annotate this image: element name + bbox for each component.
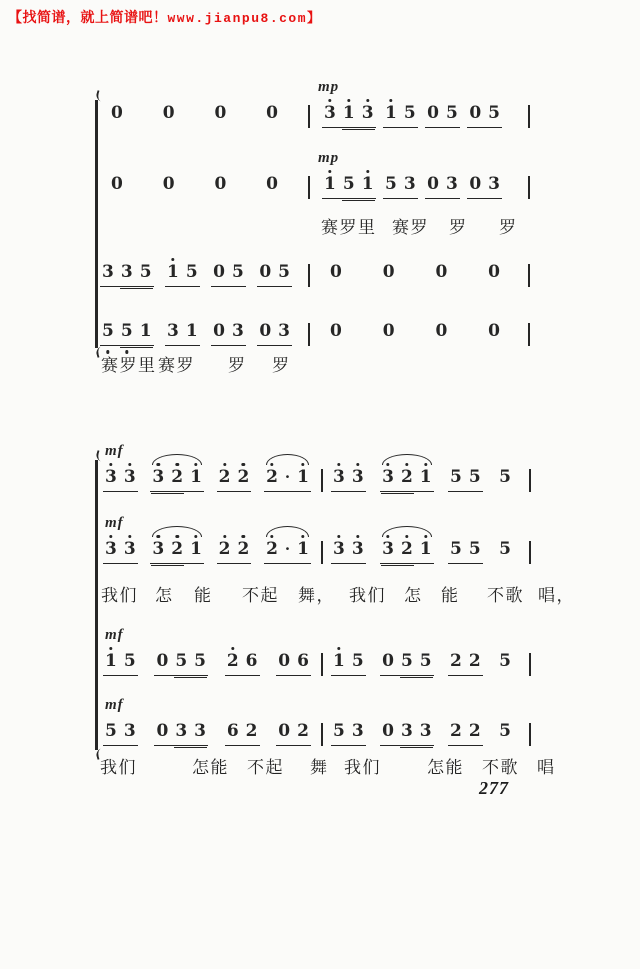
barline <box>529 723 531 746</box>
measure <box>323 722 529 746</box>
note: 2 <box>450 651 462 671</box>
note-group <box>211 263 246 287</box>
beam-subgroup <box>343 175 374 195</box>
note-group <box>150 540 204 564</box>
beam-subgroup <box>175 652 206 672</box>
measure <box>97 697 321 746</box>
lyric-word: 唱， <box>538 586 575 606</box>
note-group <box>211 322 246 346</box>
note: 2 <box>237 467 250 487</box>
note: 0 <box>213 321 225 341</box>
site-banner <box>8 7 322 27</box>
note: 3 <box>351 539 364 559</box>
measure <box>310 150 528 199</box>
note-group <box>433 322 449 346</box>
note-group <box>212 104 228 128</box>
note: 0 <box>156 651 169 671</box>
note: 2 <box>171 539 184 559</box>
lyric-word: 赛罗 <box>392 218 429 238</box>
note: 6 <box>245 651 258 671</box>
music-line <box>97 627 531 676</box>
note-group <box>486 322 502 346</box>
note-group <box>448 468 483 492</box>
dynamic-marking: mf <box>105 443 124 459</box>
note: 2 <box>218 539 231 559</box>
note: 5 <box>278 262 290 282</box>
note: 1 <box>190 539 202 559</box>
note: 3 <box>123 539 136 559</box>
note: 2 <box>400 467 413 487</box>
note: 5 <box>499 721 511 741</box>
lyric-word: 罗 <box>449 218 468 238</box>
music-line <box>97 322 530 346</box>
note: 5 <box>468 539 481 559</box>
note: 5 <box>400 651 413 671</box>
note: 0 <box>435 262 448 282</box>
note: 2 <box>450 721 462 741</box>
note-group <box>217 540 252 564</box>
note: 1 <box>297 467 309 487</box>
note: 0 <box>162 103 175 123</box>
lyric-word: 舞， <box>298 586 335 606</box>
lyric-word: 罗 <box>272 356 291 376</box>
note: 3 <box>194 721 207 741</box>
note-group <box>331 468 366 492</box>
note: 0 <box>266 103 278 123</box>
note: 1 <box>324 174 336 194</box>
note: 5 <box>342 174 355 194</box>
note-group <box>212 175 228 199</box>
lyric-word: 怎 <box>155 586 174 606</box>
note: 0 <box>156 721 169 741</box>
note-group <box>276 722 311 746</box>
note-group <box>380 468 434 492</box>
dynamic-marking: mf <box>105 697 124 713</box>
barline <box>529 541 531 564</box>
note: 1 <box>342 103 355 123</box>
note: 5 <box>105 721 117 741</box>
note: 2 <box>266 539 278 559</box>
note: · <box>284 540 291 558</box>
note: 3 <box>152 539 165 559</box>
note-group <box>225 722 260 746</box>
note-group <box>103 540 138 564</box>
note: 3 <box>167 321 179 341</box>
note: 0 <box>111 103 123 123</box>
note-group <box>448 722 483 746</box>
dynamic-marking: mp <box>318 150 340 166</box>
note: 3 <box>102 262 114 282</box>
note-group <box>381 322 397 346</box>
lyric-word: 怎能 <box>427 758 464 778</box>
note-group <box>257 322 292 346</box>
beam-subgroup <box>401 652 432 672</box>
note-group <box>331 722 366 746</box>
note-group <box>161 104 177 128</box>
note: 3 <box>123 467 136 487</box>
note: 2 <box>297 721 309 741</box>
note: 5 <box>351 651 364 671</box>
beam-subgroup <box>121 263 152 283</box>
lyric-word: 我们 <box>100 758 137 778</box>
note: 0 <box>435 321 448 341</box>
lyric-word: 唱 <box>537 758 556 778</box>
note-group <box>331 540 366 564</box>
barline <box>528 323 530 346</box>
note: 5 <box>468 467 481 487</box>
note-group <box>264 175 280 199</box>
beam-subgroup <box>382 540 413 560</box>
note: 2 <box>245 721 258 741</box>
beam-subgroup <box>121 322 152 342</box>
note-group <box>497 540 513 564</box>
measure <box>97 263 308 287</box>
note-group <box>380 540 434 564</box>
note: 0 <box>330 321 342 341</box>
note: 2 <box>266 467 278 487</box>
note-group <box>380 652 434 676</box>
note: 3 <box>488 174 500 194</box>
note-group <box>383 175 418 199</box>
beam-subgroup <box>382 468 413 488</box>
note: 5 <box>450 539 462 559</box>
note: 0 <box>382 651 394 671</box>
music-line <box>97 515 531 564</box>
note-group <box>331 652 366 676</box>
note: 1 <box>385 103 397 123</box>
music-line <box>97 263 530 287</box>
measure <box>97 443 321 492</box>
note-group <box>165 322 200 346</box>
note: 3 <box>382 539 394 559</box>
note-group <box>322 104 376 128</box>
note: 3 <box>278 321 290 341</box>
note: 3 <box>232 321 244 341</box>
note: 3 <box>120 262 133 282</box>
note: 6 <box>297 651 309 671</box>
note: 3 <box>351 467 364 487</box>
note-group <box>497 722 513 746</box>
note: 0 <box>469 174 482 194</box>
note-group <box>154 652 208 676</box>
note: 5 <box>185 262 198 282</box>
note: 5 <box>385 174 397 194</box>
note: 3 <box>105 539 117 559</box>
note: 3 <box>123 721 136 741</box>
barline <box>528 105 530 128</box>
lyric-word: 不歌 <box>487 586 524 606</box>
note-group <box>217 468 252 492</box>
system-bracket <box>95 460 98 750</box>
note-group <box>103 652 138 676</box>
note: 3 <box>324 103 336 123</box>
music-line <box>97 150 530 199</box>
note: 5 <box>419 651 432 671</box>
note: 0 <box>427 103 439 123</box>
note-group <box>448 540 483 564</box>
lyric-word: 不起 <box>247 758 284 778</box>
note: 2 <box>468 651 481 671</box>
site-banner-url: www.jianpu8.com】 <box>167 11 322 26</box>
page-number: 277 <box>479 778 509 798</box>
note: 3 <box>152 467 165 487</box>
note-group <box>264 104 280 128</box>
note: 1 <box>167 262 179 282</box>
note: 0 <box>214 174 227 194</box>
lyric-word: 不歌 <box>482 758 519 778</box>
beam-subgroup <box>343 104 374 124</box>
note-group <box>109 104 125 128</box>
note: 1 <box>297 539 309 559</box>
note-group <box>264 540 311 564</box>
note-group <box>165 263 200 287</box>
note: 0 <box>488 321 500 341</box>
note-group <box>225 652 260 676</box>
music-line <box>97 697 531 746</box>
note-group <box>380 722 434 746</box>
note-group <box>497 468 513 492</box>
lyric-word: 舞 <box>310 758 329 778</box>
note: 5 <box>194 651 207 671</box>
note: 0 <box>469 103 482 123</box>
note: 3 <box>361 103 374 123</box>
note-group <box>100 322 154 346</box>
note: 5 <box>232 262 244 282</box>
note-group <box>103 722 138 746</box>
note: 0 <box>278 721 291 741</box>
note: 0 <box>259 321 272 341</box>
note: 5 <box>175 651 188 671</box>
note: 5 <box>123 651 136 671</box>
music-line <box>97 79 530 128</box>
dynamic-marking: mp <box>318 79 340 95</box>
lyric-word: 能 <box>194 586 213 606</box>
lyric-word: 不起 <box>242 586 279 606</box>
note: 2 <box>218 467 231 487</box>
note-group <box>448 652 483 676</box>
beam-subgroup <box>175 722 206 742</box>
music-line <box>97 443 531 492</box>
note: 3 <box>403 174 416 194</box>
note: 2 <box>400 539 413 559</box>
measure <box>97 515 321 564</box>
note-group <box>425 175 460 199</box>
note-group <box>276 652 311 676</box>
note-group <box>381 263 397 287</box>
note-group <box>257 263 292 287</box>
note-group <box>328 263 344 287</box>
note: 0 <box>427 174 439 194</box>
note-group <box>109 175 125 199</box>
note: 3 <box>382 467 394 487</box>
measure <box>323 652 529 676</box>
site-banner-text: 【找简谱，就上简谱吧！ <box>8 10 168 26</box>
note: 0 <box>259 262 272 282</box>
note: 0 <box>382 321 395 341</box>
note: 0 <box>213 262 225 282</box>
note-group <box>150 468 204 492</box>
measure <box>310 322 528 346</box>
note: 3 <box>400 721 413 741</box>
note: 1 <box>185 321 198 341</box>
measure <box>323 540 529 564</box>
note: 5 <box>403 103 416 123</box>
note: 1 <box>419 539 432 559</box>
note-group <box>425 104 460 128</box>
note-group <box>467 104 502 128</box>
note-group <box>161 175 177 199</box>
note: 2 <box>237 539 250 559</box>
note-group <box>322 175 376 199</box>
measure <box>97 322 308 346</box>
dynamic-marking: mf <box>105 515 124 531</box>
note-group <box>328 322 344 346</box>
lyric-word: 能 <box>441 586 460 606</box>
measure <box>310 263 528 287</box>
note: 0 <box>330 262 342 282</box>
note: 1 <box>361 174 374 194</box>
note-group <box>100 263 154 287</box>
note: 3 <box>175 721 188 741</box>
note: 5 <box>499 651 511 671</box>
lyric-word: 赛罗里 <box>101 356 157 376</box>
lyric-word: 我们 <box>349 586 386 606</box>
note: 0 <box>111 174 123 194</box>
note-group <box>433 263 449 287</box>
lyric-word: 罗 <box>499 218 518 238</box>
note: · <box>284 468 291 486</box>
lyric-word: 我们 <box>101 586 138 606</box>
beam-subgroup <box>152 540 183 560</box>
note-group <box>103 468 138 492</box>
note: 6 <box>226 721 239 741</box>
measure <box>97 104 308 128</box>
note: 5 <box>488 103 500 123</box>
measure <box>97 175 308 199</box>
note: 3 <box>419 721 432 741</box>
lyric-word: 罗 <box>228 356 247 376</box>
note: 3 <box>333 467 345 487</box>
note: 0 <box>214 103 227 123</box>
barline <box>529 469 531 492</box>
note: 5 <box>139 262 152 282</box>
note-group <box>497 652 513 676</box>
beam-subgroup <box>152 468 183 488</box>
note: 0 <box>278 651 291 671</box>
note: 1 <box>190 467 202 487</box>
note: 5 <box>499 467 511 487</box>
note: 2 <box>171 467 184 487</box>
note: 5 <box>499 539 511 559</box>
note: 0 <box>266 174 278 194</box>
lyric-word: 怎 <box>404 586 423 606</box>
lyric-word: 赛罗 <box>158 356 195 376</box>
note: 5 <box>333 721 345 741</box>
barline <box>529 653 531 676</box>
note: 0 <box>162 174 175 194</box>
barline <box>528 176 530 199</box>
note-group <box>154 722 208 746</box>
note: 1 <box>139 321 152 341</box>
dynamic-marking: mf <box>105 627 124 643</box>
note: 2 <box>226 651 239 671</box>
note: 0 <box>488 262 500 282</box>
note: 1 <box>419 467 432 487</box>
note: 5 <box>446 103 458 123</box>
system-bracket <box>95 100 98 348</box>
note: 5 <box>120 321 133 341</box>
barline <box>528 264 530 287</box>
measure <box>97 627 321 676</box>
beam-subgroup <box>401 722 432 742</box>
note: 3 <box>105 467 117 487</box>
note-group <box>467 175 502 199</box>
lyric-word: 我们 <box>344 758 381 778</box>
note: 5 <box>450 467 462 487</box>
note: 1 <box>333 651 345 671</box>
note: 3 <box>333 539 345 559</box>
note: 5 <box>102 321 114 341</box>
note-group <box>383 104 418 128</box>
note: 3 <box>446 174 458 194</box>
note: 2 <box>468 721 481 741</box>
lyric-word: 赛罗里 <box>321 218 377 238</box>
note: 0 <box>382 262 395 282</box>
note: 3 <box>351 721 364 741</box>
measure <box>323 468 529 492</box>
note-group <box>486 263 502 287</box>
note: 1 <box>105 651 117 671</box>
note: 0 <box>382 721 394 741</box>
note-group <box>264 468 311 492</box>
lyric-word: 怎能 <box>192 758 229 778</box>
measure <box>310 79 528 128</box>
